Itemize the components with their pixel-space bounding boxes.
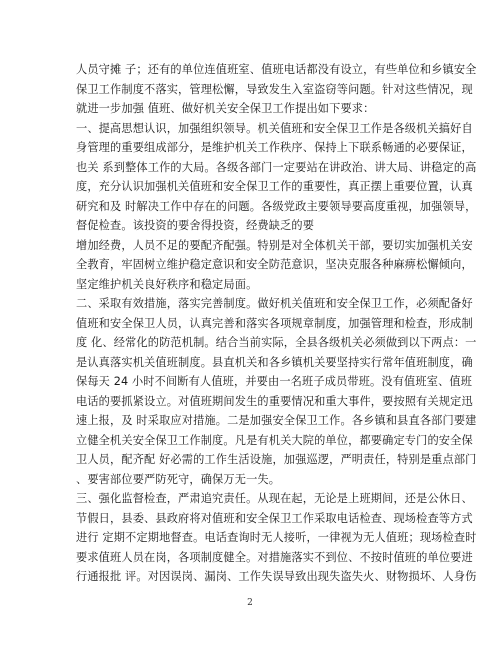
text-line: 度，充分认识加强机关值班和安全保卫工作的重要性，真正摆上重要位置，认真 — [76, 180, 473, 193]
text-line: 电话的要抓紧设立。对值班期间发生的重要情况和重大事件，要按照有关规定迅 — [76, 394, 473, 408]
text-line: 督促检查。该投资的要舍得投资，经费缺乏的要 — [76, 219, 315, 232]
text-line: 一、提高思想认识，加强组织领导。机关值班和安全保卫工作是各级机关搞好自 — [76, 121, 473, 135]
text-line: 度 化、经常化的防范机制。结合当前实际，全县各级机关必须做到以下两点：一 — [76, 336, 477, 349]
text-line: 值班和安全保卫人员，认真完善和落实各项规章制度，加强管理和检查，形成制 — [76, 316, 473, 330]
text-line: 增加经费，人员不足的要配齐配强。特别是对全体机关干部，要切实加强机关安 — [76, 238, 473, 252]
text-line: 三、强化监督检查，严肃追究责任。从现在起，无论是上班期间，还是公休日、 — [76, 492, 473, 505]
text-line: 行通报批 评。对因误岗、漏岗、工作失误导致出现失盗失火、财物损坏、人身伤 — [76, 570, 477, 583]
text-line: 研究和及 时解决工作中存在的问题。各级党政主要领导要高度重视，加强领导， — [76, 199, 477, 213]
text-line: 就进一步加强 值班、做好机关安全保卫工作提出如下要求： — [76, 102, 375, 115]
text-line: 坚定维护机关良好秩序和稳定局面。 — [76, 277, 258, 291]
text-line: 速上报，及 时采取应对措施。二是加强安全保卫工作。各乡镇和县直各部门要建 — [76, 414, 477, 427]
page-number: 2 — [247, 598, 253, 608]
text-line: 全教育，牢固树立维护稳定意识和安全防范意识，坚决克服各种麻痹松懈倾向， — [76, 258, 473, 271]
text-line: 身管理的重要组成部分，是维护机关工作秩序、保持上下联系畅通的必要保证， — [76, 141, 473, 154]
text-line: 立健全机关安全保卫工作制度。凡是有机关大院的单位，都要确定专门的安全保 — [76, 433, 473, 447]
text-line: 节假日，县委、县政府将对值班和安全保卫工作采取电话检查、现场检查等方式 — [76, 511, 473, 525]
text-line: 卫人员，配齐配 好必需的工作生活设施，加强巡逻，严明责任，特别是重点部门 — [76, 453, 477, 466]
text-line: 要求值班人员在岗，各项制度健全。对措施落实不到位、不按时值班的单位要进 — [76, 550, 473, 564]
text-line: 进行 定期不定期地督查。电话查询时无人接听，一律视为无人值班；现场检查时 — [76, 531, 477, 544]
text-line: 二、采取有效措施，落实完善制度。做好机关值班和安全保卫工作，必须配备好 — [76, 297, 473, 310]
text-line: 保每天 24 小时不间断有人值班，并要由一名班子成员带班。没有值班室、值班 — [76, 375, 473, 388]
document-body — [76, 60, 477, 587]
text-line: 也关 系到整体工作的大局。各级各部门一定要站在讲政治、讲大局、讲稳定的高 — [76, 160, 477, 174]
text-line: 人员守摊 子；还有的单位连值班室、值班电话都没有设立，有些单位和乡镇安全 — [76, 63, 477, 76]
text-line: 、要害部位要严防死守，确保万无一失。 — [76, 472, 281, 486]
text-line: 是认真落实机关值班制度。县直机关和各乡镇机关要坚持实行常年值班制度，确 — [76, 355, 473, 369]
text-line: 保卫工作制度不落实，管理松懈，导致发生入室盗窃等问题。针对这些情况，现 — [76, 82, 473, 96]
